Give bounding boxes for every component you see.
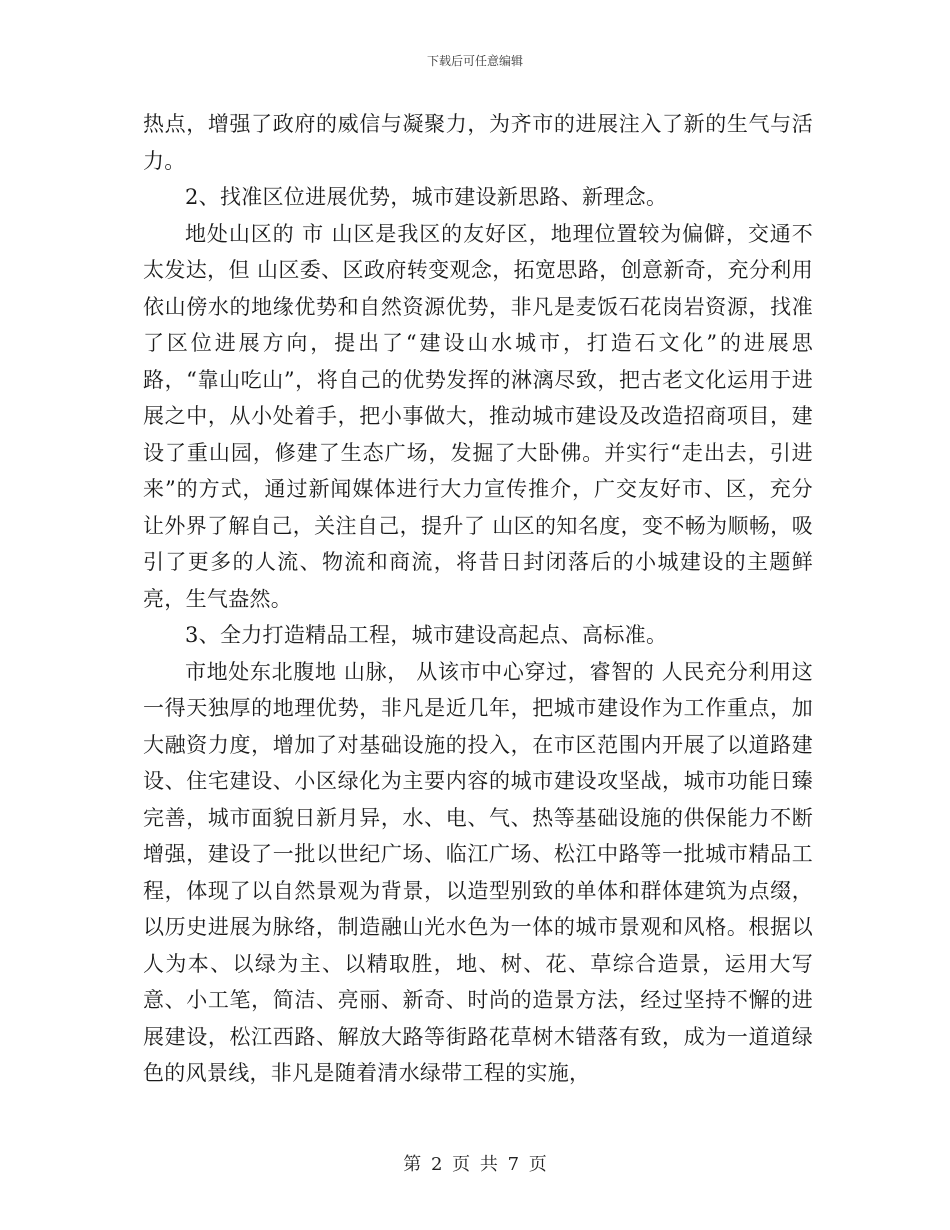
page-number: 第 2 页 共 7 页 [403,1154,547,1175]
paragraph-continuation: 热点，增强了政府的威信与凝聚力，为齐市的进展注入了新的生气与活力。 [143,112,813,173]
section-heading-3: 3、全力打造精品工程，城市建设高起点、高标准。 [185,623,668,647]
section-heading-2: 2、找准区位进展优势，城市建设新思路、新理念。 [185,185,668,209]
paragraph-quality-projects: 市地处东北腹地 山脉， 从该市中心穿过，睿智的 人民充分利用这一得天独厚的地理优势，非凡是近几年，把城市建设作为工作重点，加大融资力度，增加了对基础设施的投入，在市区范围内开展了以道路建设、住宅建设、小区绿化为主要内容的城市建设攻坚战，城市功能日臻完善，城市面貌日新月异，水、电、气、热等基础设施的供保能力不断增强，建设了一批以世纪广场、临江广场、松江中路等一批城市精品工程，体现了以自然景观为背景，以造型别致的单体和群体建筑为点缀，以历史进展为脉络，制造融山光水色为一体的城市景观和风格。根据以人为本、以绿为主、以精取胜，地、树、花、草综合造景，运用大写意、小工笔，简洁、亮丽、新奇、时尚的造景方法，经过坚持不懈的进展建设，松江西路、解放大路等街路花草树木错落有致，成为一道道绿色的风景线，非凡是随着清水绿带工程的实施， [143,659,813,1085]
document-body [143,106,813,1092]
paragraph-location-advantage: 地处山区的 市 山区是我区的友好区，地理位置较为偏僻，交通不太发达，但 山区委、区政府转变观念，拓宽思路，创意新奇，充分利用依山傍水的地缘优势和自然资源优势，非凡是麦饭石花岗岩资源，找准了区位进展方向，提出了“建设山水城市，打造石文化”的进展思路，“靠山吃山”，将自己的优势发挥的淋漓尽致，把古老文化运用于进展之中，从小处着手，把小事做大，推动城市建设及改造招商项目，建设了重山园，修建了生态广场，发掘了大卧佛。并实行“走出去，引进来”的方式，通过新闻媒体进行大力宣传推介，广交友好市、区，充分让外界了解自己，关注自己，提升了 山区的知名度，变不畅为顺畅，吸引了更多的人流、物流和商流，将昔日封闭落后的小城建设的主题鲜亮，生气盎然。 [143,221,813,611]
page-header-note: 下载后可任意编辑 [426,54,523,68]
